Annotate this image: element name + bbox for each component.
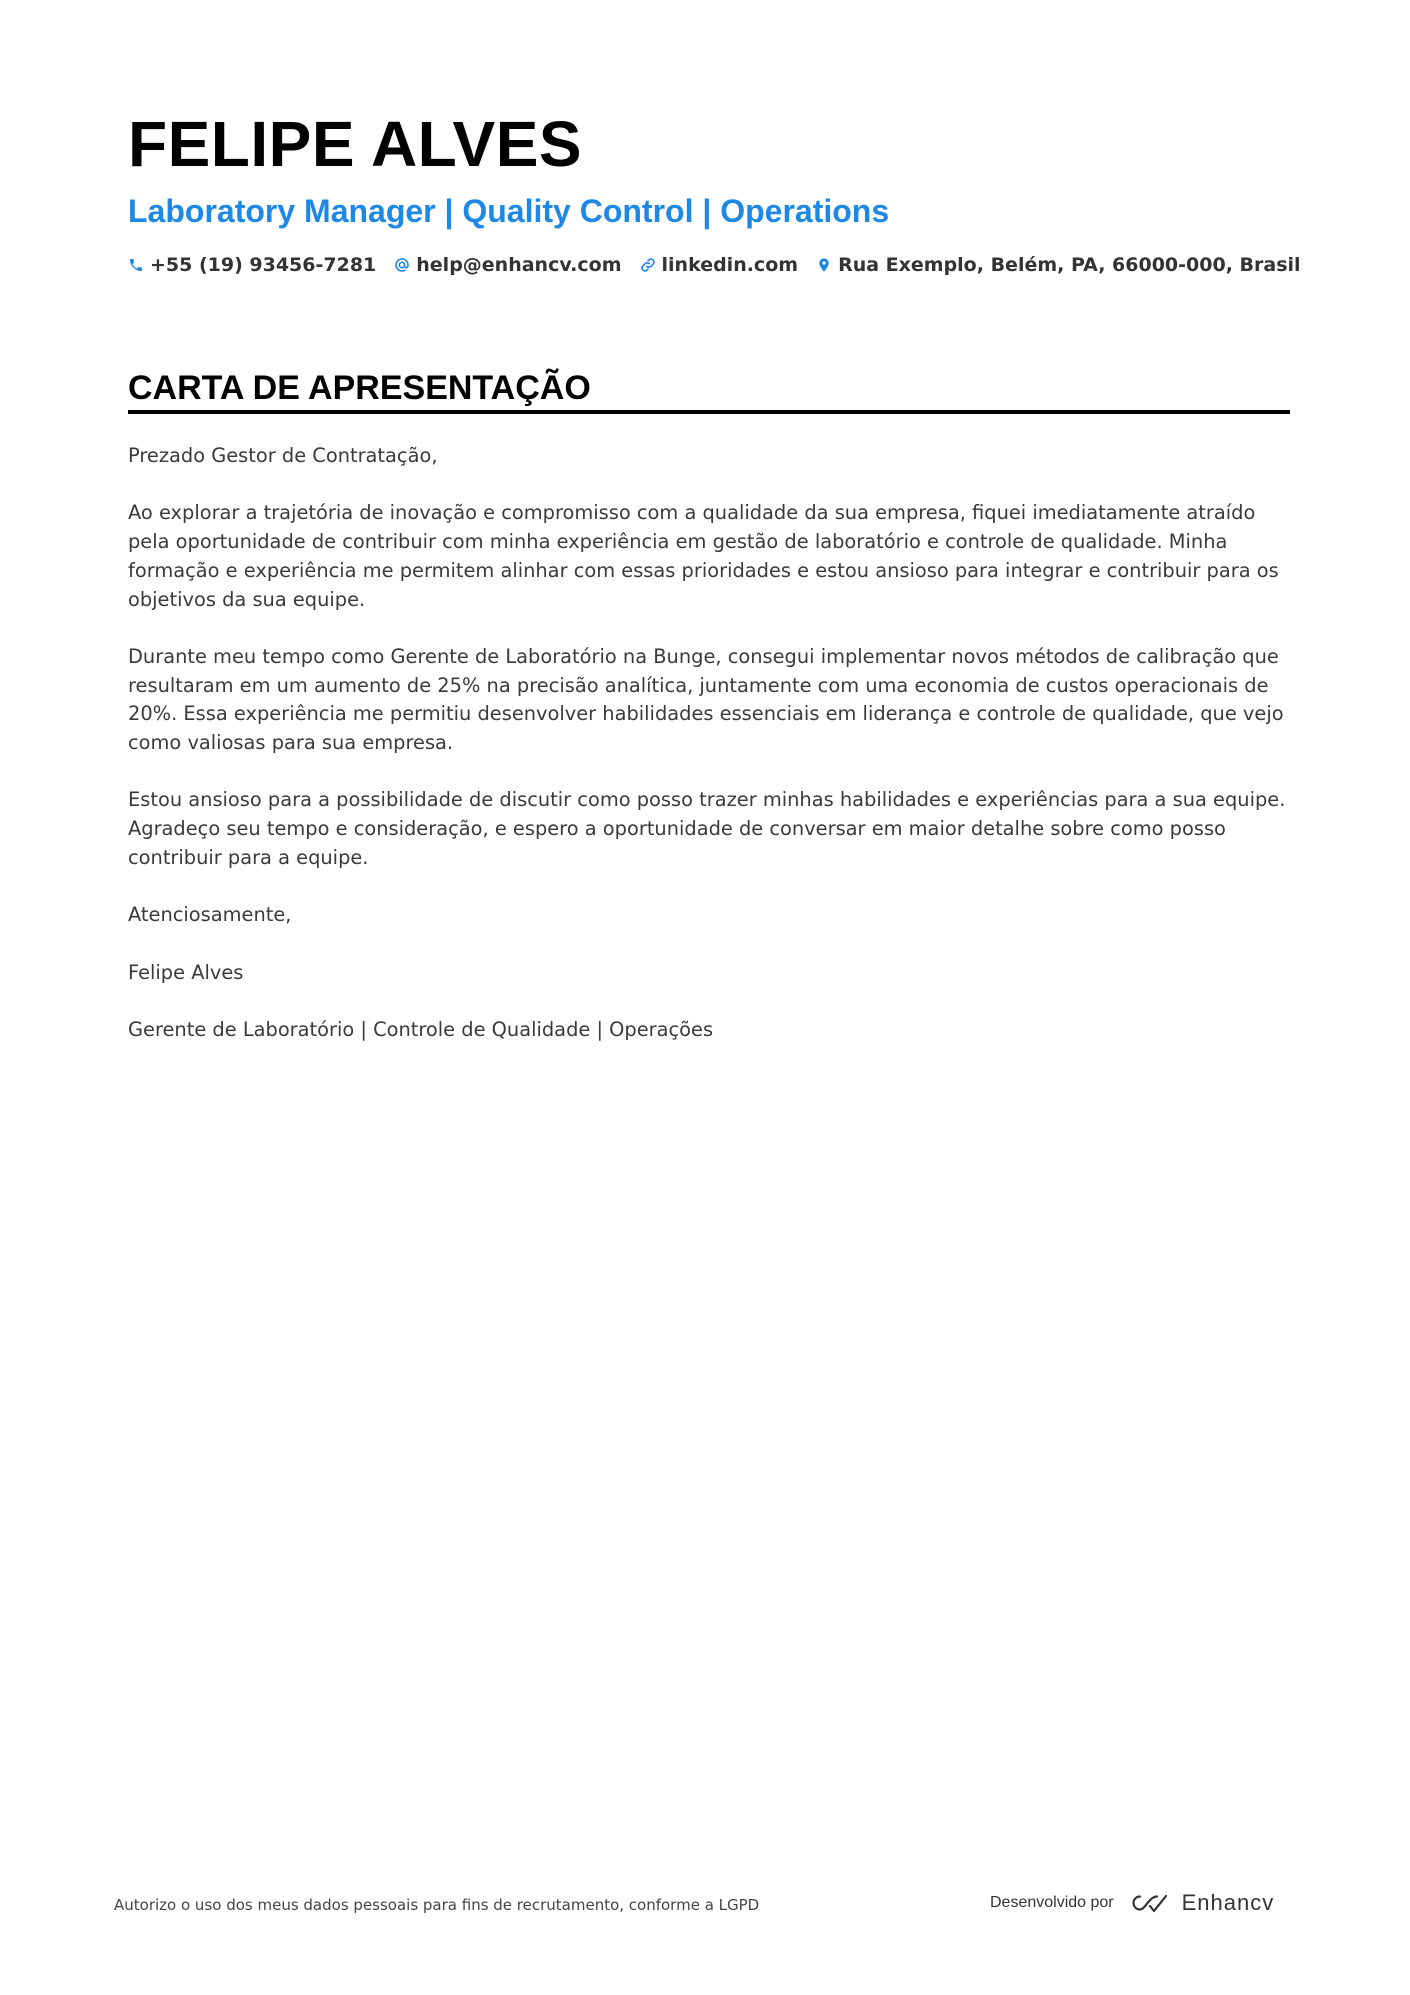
contact-address [816,254,1300,276]
salutation: Prezado Gestor de Contratação, [128,444,438,467]
contact-phone[interactable] [128,254,376,276]
letter-body [128,442,1290,1073]
letter-paragraph: Estou ansioso para a possibilidade de discutir como posso trazer minhas habilidades e experiências para a sua equipe. Agradeço seu tempo e consideração, e espero a oportunidade de conversar em maior detalhe sobre como posso contribuir para a equipe. [128,788,1286,869]
candidate-headline: Laboratory Manager | Quality Control | Operations [128,193,890,229]
footer-consent-text: Autorizo o uso dos meus dados pessoais para fins de recrutamento, conforme a LGPD [114,1896,760,1914]
contact-row [128,254,1301,276]
phone-text: +55 (19) 93456-7281 [150,254,377,276]
signature-title: Gerente de Laboratório | Controle de Qualidade | Operações [128,1017,714,1041]
location-pin-icon [816,257,832,273]
enhancv-logo-icon [1126,1891,1172,1915]
closing: Atenciosamente, [128,903,292,927]
contact-email[interactable] [394,254,621,276]
section-divider [128,410,1290,414]
linkedin-text: linkedin.com [661,254,799,276]
signature-name: Felipe Alves [128,960,244,984]
at-icon [394,257,410,273]
address-text: Rua Exemplo, Belém, PA, 66000-000, Brasil [838,254,1301,276]
email-text: help@enhancv.com [416,254,622,276]
footer-brand[interactable] [990,1890,1274,1916]
candidate-name: FELIPE ALVES [128,108,583,180]
letter-paragraph: Durante meu tempo como Gerente de Laboratório na Bunge, consegui implementar novos métodos de calibração que resultaram em um aumento de 25% na precisão analítica, juntamente com uma economia de custos operacionais de 20%. Essa experiência me permitiu desenvolver habilidades essenciais em liderança e controle de qualidade, que vejo como valiosas para sua empresa. [128,644,1284,754]
powered-by-label: Desenvolvido por [990,1894,1114,1911]
section-title: CARTA DE APRESENTAÇÃO [128,369,591,407]
link-icon [640,257,656,273]
brand-name: Enhancv [1181,1890,1275,1915]
letter-paragraph: Ao explorar a trajetória de inovação e compromisso com a qualidade da sua empresa, fiquei imediatamente atraído pela oportunidade de contribuir com minha experiência em gestão de laboratório e controle de qualidade. Minha formação e experiência me permitem alinhar com essas prioridades e estou ansioso para integrar e contribuir para os objetivos da sua equipe. [128,501,1279,611]
enhancv-logo[interactable] [1126,1890,1275,1916]
contact-linkedin[interactable] [640,254,799,276]
phone-icon [128,257,144,273]
